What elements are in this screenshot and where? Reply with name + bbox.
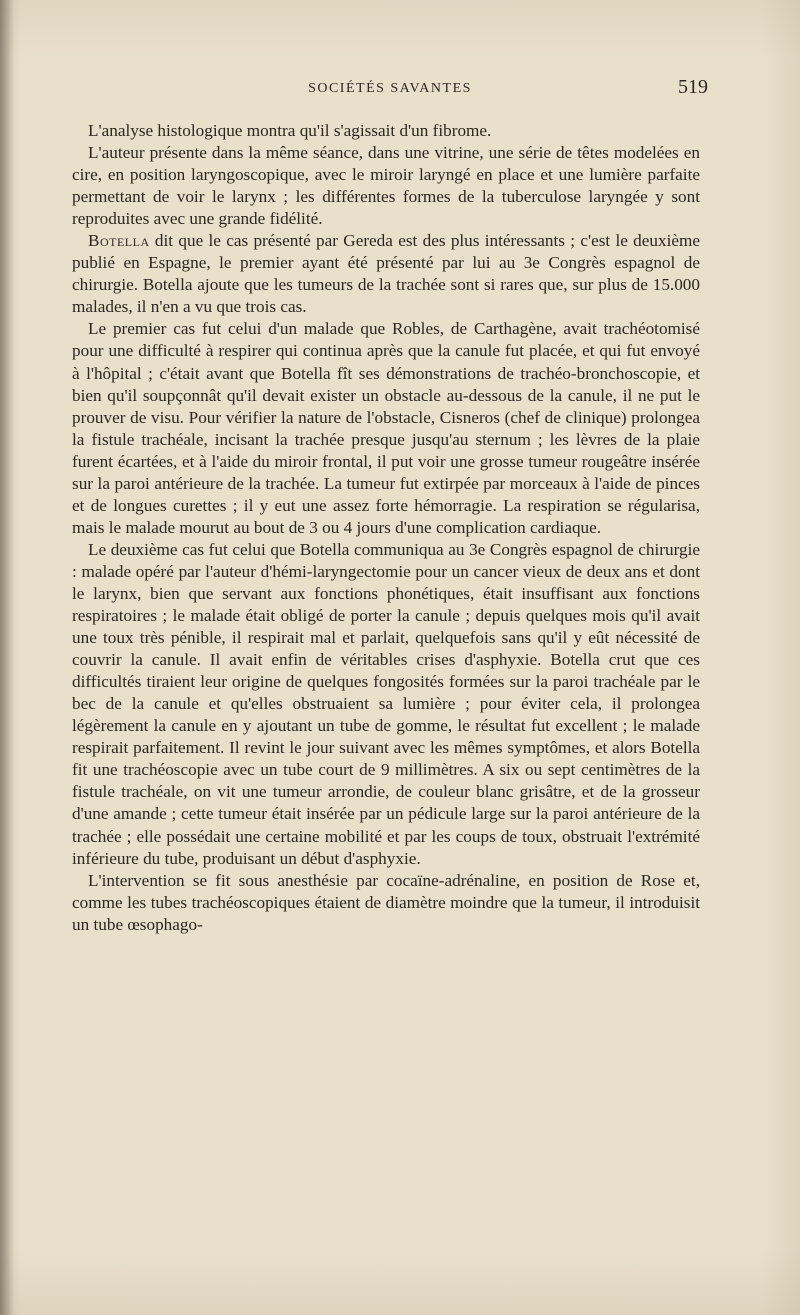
body-text — [72, 120, 700, 936]
paragraph — [72, 120, 700, 142]
paragraph-text: L'intervention se fit sous anesthésie par cocaïne-adrénaline, en position de Rose et, comme les tubes trachéoscopiques étaient de diamètre moindre que la tumeur, il introduisit un tube œsophago- — [72, 870, 700, 934]
paragraph — [72, 142, 700, 230]
running-head: SOCIÉTÉS SAVANTES — [308, 81, 472, 96]
paragraph — [72, 539, 700, 870]
paragraph-text: L'analyse histologique montra qu'il s'agissait d'un fibrome. — [88, 121, 492, 140]
page-number: 519 — [678, 76, 708, 98]
paragraph-text: dit que le cas présenté par Gereda est des plus intéressants ; c'est le deuxième publié en Espagne, le premier ayant été présenté par lui au 3e Congrès espagnol de chirurgie. Botella ajoute que les tumeurs de la trachée sont si rares que, sur plus de 15.000 malades, il n'en a vu que trois cas. — [72, 231, 700, 317]
paragraph — [72, 230, 700, 318]
binding-shadow — [0, 0, 14, 1315]
paragraph-text: Le deuxième cas fut celui que Botella communiqua au 3e Congrès espagnol de chirurgie : malade opéré par l'auteur d'hémi-laryngectomie pour un cancer vieux de deux ans et dont le larynx, bien que servant aux fonctions phonétiques, était insuffisant aux fonctions respiratoires ; le malade était obligé de porter la canule ; depuis quelques mois qu'il avait une toux très pénible, il respirait mal et parlait, quelquefois sans qu'il y eût nécessité de couvrir la canule. Il avait enfin de véritables crises d'asphyxie. Botella crut que ces difficultés tiraient leur origine de quelques fongosités formées sur la paroi trachéale par le bec de la canule et qu'elles obstruaient sa lumière ; pour éviter cela, il prolongea légèrement la canule en y ajoutant un tube de gomme, le résultat fut excellent ; le malade respirait parfaitement. Il revint le jour suivant avec les mêmes symptômes, et alors Botella fit une trachéoscopie avec un tube court de 9 millimètres. A six ou sept centimètres de la fistule trachéale, on vit une tumeur arrondie, de couleur blanc grisâtre, et de la grosseur d'une amande ; cette tumeur était insérée par un pédicule large sur la paroi antérieure de la trachée ; elle possédait une certaine mobilité et par les coups de toux, obstruait l'extrémité inférieure du tube, produisant un début d'asphyxie. — [72, 539, 700, 868]
paragraph — [72, 318, 700, 538]
paragraph-text: L'auteur présente dans la même séance, dans une vitrine, une série de têtes modelées en cire, en position laryngoscopique, avec le miroir laryngé en place et une lumière parfaite permettant de voir le larynx ; les différentes formes de la tuberculose laryngée y sont reproduites avec une grande fidélité. — [72, 143, 700, 229]
page-header — [72, 76, 708, 102]
paragraph — [72, 870, 700, 936]
speaker-name: Botella — [88, 231, 150, 251]
paragraph-text: Le premier cas fut celui d'un malade que Robles, de Carthagène, avait trachéotomisé pour une difficulté à respirer qui continua après que la canule fut placée, et qui fut envoyé à l'hôpital ; c'était avant que Botella fît ses démonstrations de trachéo-bronchoscopie, et bien qu'il soupçonnât qu'il devait exister un obstacle au-dessous de la canule, il ne put le prouver de visu. Pour vérifier la nature de l'obstacle, Cisneros (chef de clinique) prolongea la fistule trachéale, incisant la trachée presque jusqu'au sternum ; les lèvres de la plaie furent écartées, et à l'aide du miroir frontal, il put voir une grosse tumeur rougeâtre insérée sur la paroi antérieure de la trachée. La tumeur fut extirpée par morceaux à l'aide de pinces et de longues curettes ; il y eut une assez forte hémorragie. La respiration se régularisa, mais le malade mourut au bout de 3 ou 4 jours d'une complication cardiaque. — [72, 319, 700, 537]
